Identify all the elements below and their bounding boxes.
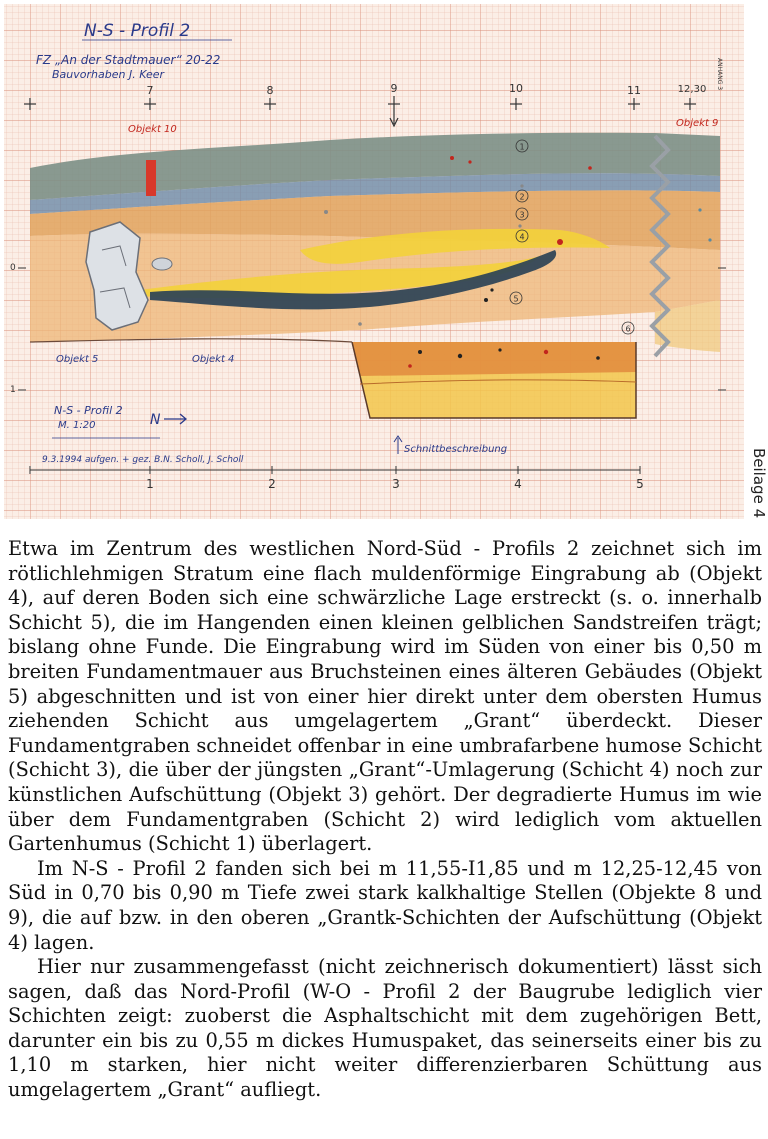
- scale-5: 5: [636, 477, 644, 491]
- paragraph-2: Im N-S - Profil 2 fanden sich bei m 11,55-I1,85 und m 12,25-12,45 von Süd in 0,70 bis 0,90 m Tiefe zwei stark kalkhaltige Stellen (Objekte 8 und 9), die auf bzw. in den oberen „Grantk-Schichten der Aufschüttung (Objekt 4) lagen.: [8, 856, 762, 954]
- label-objekt9: Objekt 9: [676, 118, 719, 129]
- body-text: [8, 537, 762, 1103]
- label-objekt5: Objekt 5: [56, 354, 99, 365]
- legend-line-2: M. 1:20: [58, 420, 96, 431]
- legend-line-1: N-S - Profil 2: [54, 404, 123, 417]
- layer-number-2: 2: [519, 192, 525, 202]
- schnitt-label: Schnittbeschreibung: [404, 444, 508, 455]
- label-objekt4: Objekt 4: [192, 354, 235, 365]
- top-marker-12-30: 12,30: [677, 84, 707, 95]
- side-label-beilage: Beilage 4: [750, 448, 768, 519]
- label-objekt10: Objekt 10: [128, 124, 177, 135]
- top-marker-9: 9: [390, 82, 398, 95]
- edge-note: ANHANG 3: [716, 58, 723, 91]
- site-line-1: FZ „An der Stadtmauer“ 20-22: [36, 53, 221, 67]
- scale-2: 2: [268, 477, 276, 491]
- objekt10-marker: [146, 160, 156, 196]
- paragraph-1: Etwa im Zentrum des westlichen Nord-Süd - Profils 2 zeichnet sich im rötlichlehmigen Stratum eine flach muldenförmige Eingrabung ab (Objekt 4), auf deren Boden sich eine schwärzliche Lage erstreckt (s. o. innerhalb Schicht 5), die im Hangenden einen kleinen gelblichen Sandstreifen trägt; bislang ohne Funde. Die Eingrabung wird im Süden von einer bis 0,50 m breiten Fundamentmauer aus Bruchsteinen eines älteren Gebäudes (Objekt 5) abgeschnitten und ist von einer hier direkt unter dem obersten Humus ziehenden Schicht aus umgelagertem „Grant“ überdeckt. Dieser Fundamentgraben schneidet offenbar in eine umbrafarbene humose Schicht (Schicht 3), die über der jüngsten „Grant“-Umlagerung (Schicht 4) noch zur künstlichen Aufschüttung (Objekt 3) gehört. Der degradierte Humus im wie über dem Fundamentgraben (Schicht 2) wird lediglich vom aktuellen Gartenhumus (Schicht 1) überlagert.: [8, 537, 762, 856]
- top-marker-10: 10: [509, 82, 523, 95]
- layer-number-1: 1: [519, 142, 525, 152]
- scale-1: 1: [146, 477, 154, 491]
- drawing-title: N-S - Profil 2: [84, 21, 191, 41]
- left-zero: 0: [10, 263, 16, 273]
- legend-date-line: 9.3.1994 aufgen. + gez. B.N. Scholl, J. Scholl: [42, 455, 244, 465]
- layer-number-6: 6: [625, 324, 631, 334]
- pit-fill-orange: [352, 342, 636, 376]
- paragraph-3: Hier nur zusammengefasst (nicht zeichnerisch dokumentiert) lässt sich sagen, daß das Nord-Profil (W-O - Profil 2 der Baugrube lediglich vier Schichten zeigt: zuoberst die Asphaltschicht mit dem zugehörigen Bett, darunter ein bis zu 0,55 m dickes Humuspaket, das seinerseits einer bis zu 1,10 m starken, hier nicht weiter differenzierbaren Schüttung aus umgelagertem „Grant“ aufliegt.: [8, 955, 762, 1102]
- scale-4: 4: [514, 477, 522, 491]
- top-marker-7: 7: [146, 84, 154, 97]
- layer-number-5: 5: [513, 294, 519, 304]
- scale-3: 3: [392, 477, 400, 491]
- stone-small: [152, 258, 172, 270]
- site-line-2: Bauvorhaben J. Keer: [52, 68, 165, 81]
- left-one: 1: [10, 385, 16, 395]
- top-marker-11: 11: [627, 84, 641, 97]
- profile-drawing-svg: [0, 0, 768, 528]
- layer-number-4: 4: [519, 232, 525, 242]
- north-arrow-label: N: [150, 412, 161, 428]
- layer-number-3: 3: [519, 210, 525, 220]
- profile-drawing: [0, 0, 768, 528]
- top-marker-8: 8: [266, 84, 274, 97]
